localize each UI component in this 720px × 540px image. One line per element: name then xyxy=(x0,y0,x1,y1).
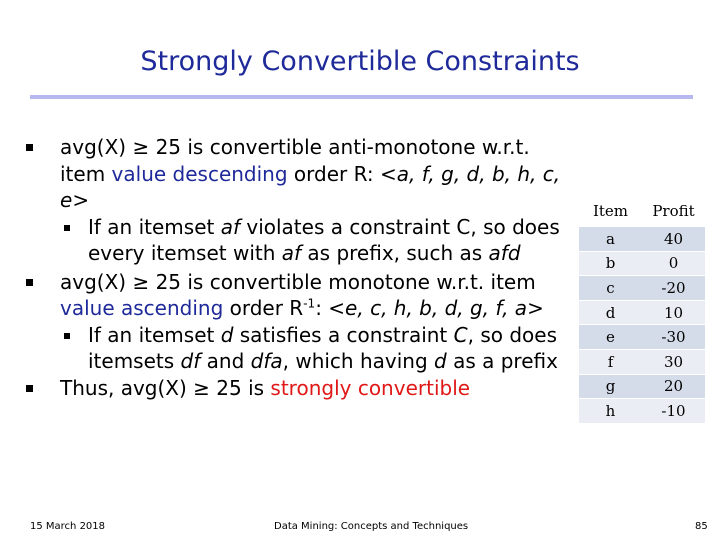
cell-profit: 30 xyxy=(642,349,705,374)
sub-bullet-d: If an itemset d satisfies a constraint C, so does itemsets df and dfa, which having d as a prefix xyxy=(26,322,571,375)
cell-item: h xyxy=(579,399,642,424)
bullet-marker xyxy=(26,144,33,151)
table-row xyxy=(579,374,705,399)
bullet-conclusion: Thus, avg(X) ≥ 25 is strongly convertible xyxy=(26,375,571,402)
highlight-strongly-convertible: strongly convertible xyxy=(270,375,471,400)
cell-item: c xyxy=(579,276,642,301)
table-row xyxy=(579,325,705,350)
cell-profit: 10 xyxy=(642,300,705,325)
footer-page-number: 85 xyxy=(695,521,708,532)
table-row xyxy=(579,399,705,424)
cell-profit: 0 xyxy=(642,251,705,276)
sub-bullet-marker xyxy=(64,225,70,231)
cell-item: a xyxy=(579,227,642,252)
bullet-marker xyxy=(26,385,33,392)
title-divider xyxy=(30,95,693,99)
header-item: Item xyxy=(579,196,642,227)
bullet-list xyxy=(26,134,571,401)
table-row xyxy=(579,300,705,325)
item-profit-table xyxy=(579,196,705,424)
order-descending: a, f, g, d, b, h, c, e xyxy=(60,161,561,212)
order-ascending: e, c, h, b, d, g, f, a xyxy=(345,296,528,320)
highlight-value-descending: value descending xyxy=(111,161,288,186)
cell-item: g xyxy=(579,374,642,399)
slide-title: Strongly Convertible Constraints xyxy=(140,46,580,77)
bullet-anti-monotone: avg(X) ≥ 25 is convertible anti-monotone w.r.t. item value descending order R: <a, f, g, d, b, h, c, e> xyxy=(26,134,571,214)
table-row xyxy=(579,349,705,374)
table-row xyxy=(579,227,705,252)
cell-profit: -20 xyxy=(642,276,705,301)
footer-date: 15 March 2018 xyxy=(30,521,106,532)
highlight-value-ascending: value ascending xyxy=(60,296,224,320)
table-header-row xyxy=(579,196,705,227)
cell-profit: 40 xyxy=(642,227,705,252)
cell-profit: -10 xyxy=(642,399,705,424)
cell-item: d xyxy=(579,300,642,325)
sub-bullet-marker xyxy=(64,333,70,339)
bullet-marker xyxy=(26,279,33,286)
cell-item: e xyxy=(579,325,642,350)
cell-item: b xyxy=(579,251,642,276)
cell-item: f xyxy=(579,349,642,374)
header-profit: Profit xyxy=(642,196,705,227)
cell-profit: 20 xyxy=(642,374,705,399)
cell-profit: -30 xyxy=(642,325,705,350)
bullet-monotone: avg(X) ≥ 25 is convertible monotone w.r.t. item value ascending order $R^{-1}$: <e, c, h, b, d, g, f, a> xyxy=(26,269,571,322)
footer-course-title: Data Mining: Concepts and Techniques xyxy=(274,521,469,532)
table-row xyxy=(579,251,705,276)
table-row xyxy=(579,276,705,301)
sub-bullet-af: If an itemset af violates a constraint C, so does every itemset with af as prefix, such as afd xyxy=(26,214,571,267)
